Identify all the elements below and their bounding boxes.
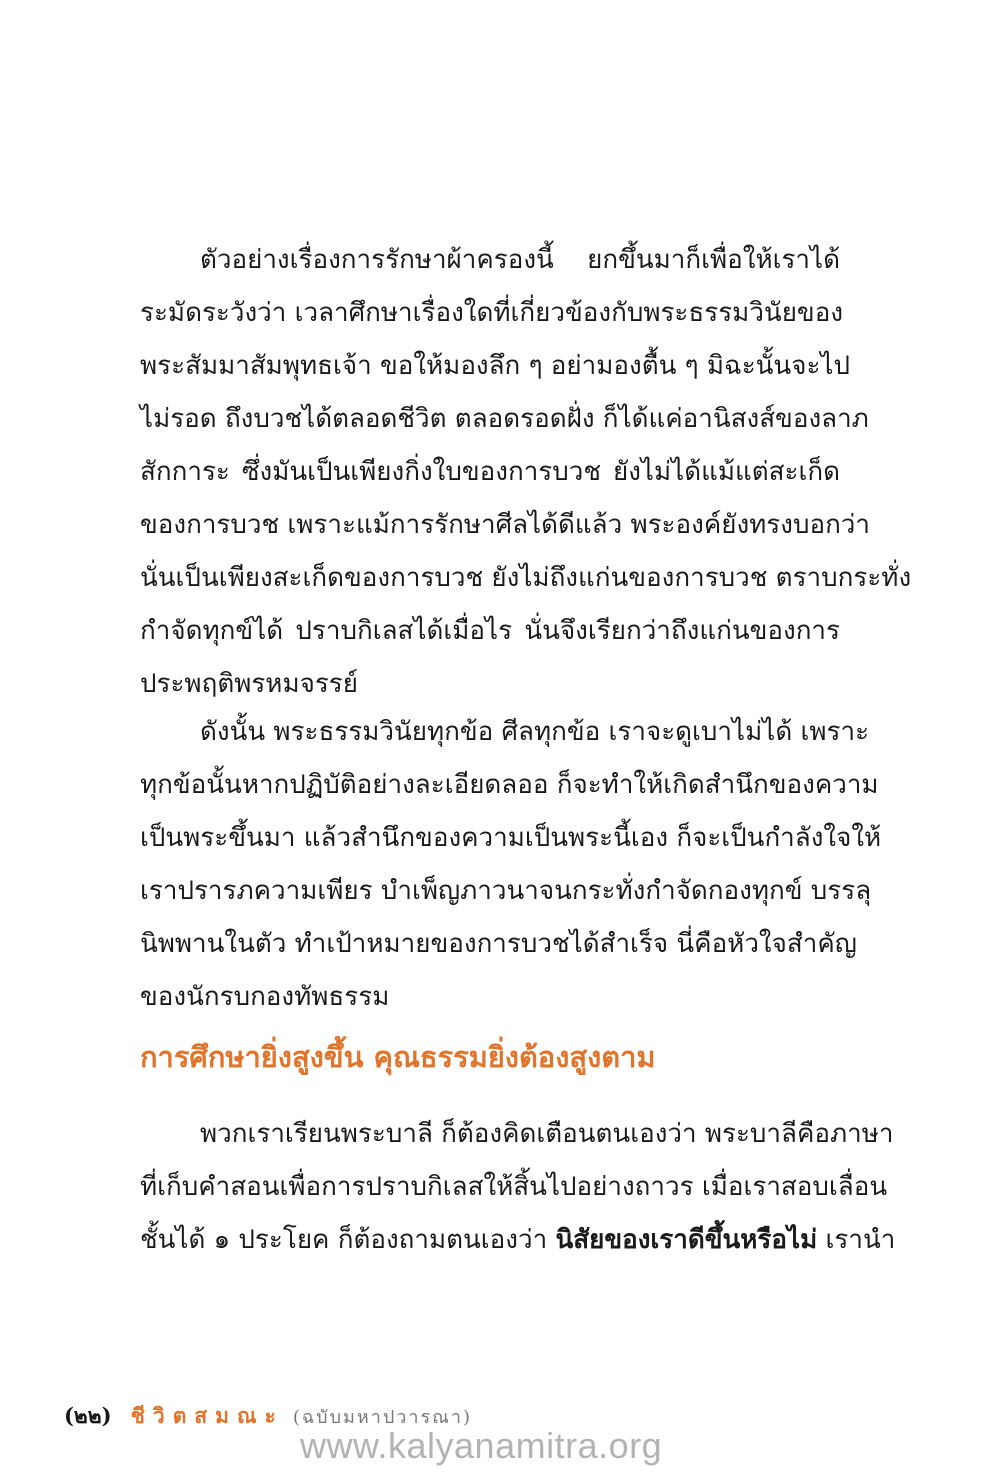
paragraph-line: ไม่รอด ถึงบวชได้ตลอดชีวิต ตลอดรอดฝั่ง ก็ได้แค่อานิสงส์ของลาภ [140, 404, 869, 434]
paragraph-line: ที่เก็บคำสอนเพื่อการปราบกิเลสให้สิ้นไปอย่างถาวร เมื่อเราสอบเลื่อน [140, 1172, 888, 1202]
paragraph-line: ดังนั้น พระธรรมวินัยทุกข้อ ศีลทุกข้อ เราจะดูเบาไม่ได้ เพราะ [200, 717, 870, 747]
paragraph-line: นิพพานในตัว ทำเป้าหมายของการบวชได้สำเร็จ นี่คือหัวใจสำคัญ [140, 929, 857, 959]
section-heading: การศึกษายิ่งสูงขึ้น คุณธรรมยิ่งต้องสูงตาม [140, 1040, 656, 1074]
edition-label: (ฉบับมหาปวารณา) [292, 1407, 472, 1428]
emphasized-phrase: นิสัยของเราดีขึ้นหรือไม่ [555, 1225, 818, 1255]
paragraph-line: ทุกข้อนั้นหากปฏิบัติอย่างละเอียดลออ ก็จะทำให้เกิดสำนึกของความ [140, 770, 879, 800]
paragraph-line: ระมัดระวังว่า เวลาศึกษาเรื่องใดที่เกี่ยวข้องกับพระธรรมวินัยของ [140, 298, 844, 328]
paragraph-line: นั่นเป็นเพียงสะเก็ดของการบวช ยังไม่ถึงแก่นของการบวช ตราบกระทั่ง [140, 563, 912, 593]
paragraph-line: พวกเราเรียนพระบาลี ก็ต้องคิดเตือนตนเองว่า พระบาลีคือภาษา [200, 1119, 894, 1149]
paragraph-line: ของการบวช เพราะแม้การรักษาศีลได้ดีแล้ว พระองค์ยังทรงบอกว่า [140, 510, 871, 540]
paragraph-line: พระสัมมาสัมพุทธเจ้า ขอให้มองลึก ๆ อย่ามองตื้น ๆ มิฉะนั้นจะไป [140, 351, 850, 381]
paragraph-line: ประพฤติพรหมจรรย์ [140, 669, 358, 699]
paragraph-text: เรานำ [817, 1225, 896, 1255]
paragraph-line: เป็นพระขึ้นมา แล้วสำนึกของความเป็นพระนี้เอง ก็จะเป็นกำลังใจให้ [140, 823, 882, 853]
paragraph-2 [140, 706, 882, 1024]
page-number: (๒๒) [64, 1403, 112, 1428]
paragraph-line: ตัวอย่างเรื่องการรักษาผ้าครองนี้ ยกขึ้นมาก็เพื่อให้เราได้ [200, 245, 840, 275]
paragraph-3 [140, 1108, 896, 1267]
paragraph-line: สักการะ ซึ่งมันเป็นเพียงกิ่งใบของการบวช ยังไม่ได้แม้แต่สะเก็ด [140, 457, 840, 487]
paragraph-line: ของนักรบกองทัพธรรม [140, 982, 390, 1012]
paragraph-line [140, 1214, 896, 1267]
paragraph-text: ชั้นได้ ๑ ประโยค ก็ต้องถามตนเองว่า [140, 1225, 556, 1255]
paragraph-line: เราปรารภความเพียร บำเพ็ญภาวนาจนกระทั่งกำจัดกองทุกข์ บรรลุ [140, 876, 872, 906]
book-title: ชีวิตสมณะ [130, 1403, 284, 1428]
website-watermark: www.kalyanamitra.org [300, 1425, 663, 1466]
paragraph-1 [140, 234, 912, 711]
paragraph-line: กำจัดทุกข์ได้ ปราบกิเลสได้เมื่อไร นั่นจึงเรียกว่าถึงแก่นของการ [140, 616, 840, 646]
